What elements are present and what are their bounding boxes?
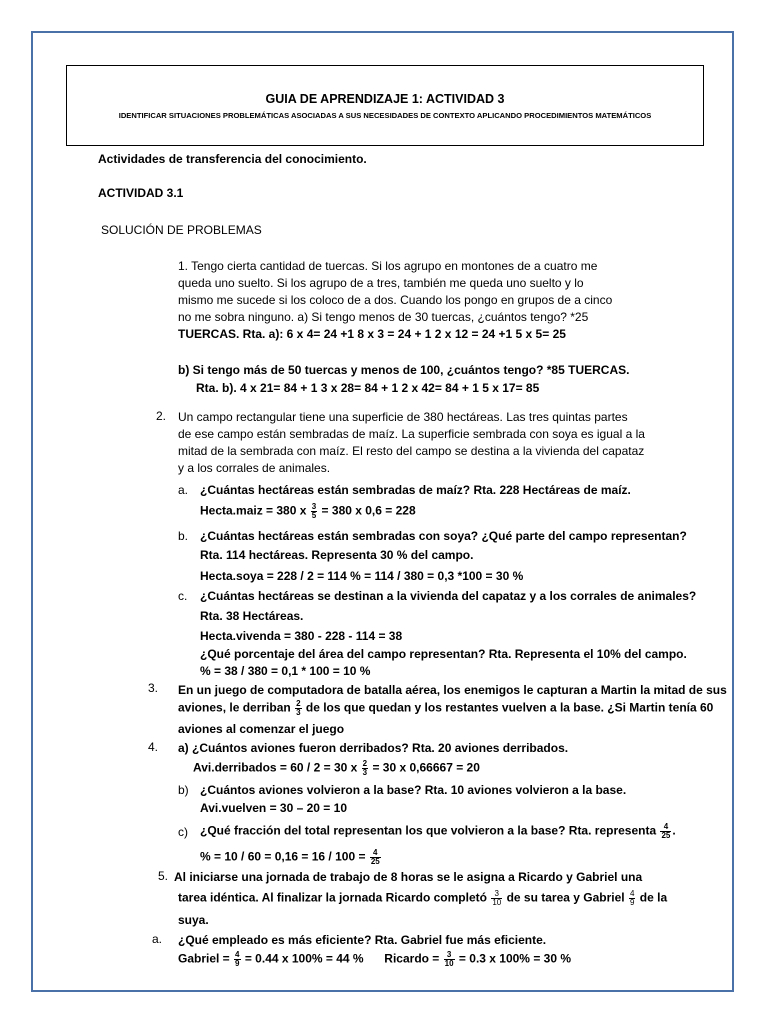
p2-a-marker: a. xyxy=(178,483,189,497)
p5-calc-r-fraction xyxy=(444,951,455,968)
p2-line-1: Un campo rectangular tiene una superficie de 380 hectáreas. Las tres quintas partes xyxy=(178,410,628,424)
p4-a-calc xyxy=(193,760,480,777)
p4-b-question: ¿Cuántos aviones volvieron a la base? Rta. 10 aviones volvieron a la base. xyxy=(200,783,627,797)
p4-c-calc xyxy=(200,849,382,866)
p1-line-1: 1. Tengo cierta cantidad de tuercas. Si los agrupo en montones de a cuatro me xyxy=(178,259,598,273)
p2-c-calc: Hecta.vivenda = 380 - 228 - 114 = 38 xyxy=(200,629,403,643)
p3-fraction xyxy=(295,700,301,717)
p3-frac-den: 3 xyxy=(296,708,301,717)
p5-line-2-start: tarea idéntica. Al finalizar la jornada Ricardo completó xyxy=(178,890,487,905)
p2-a-calc-end: = 380 x 0,6 = 228 xyxy=(321,503,416,518)
p4-c-question-line: ¿Qué fracción del total representan los que volvieron a la base? Rta. representa $\frac{4}{25}$ . xyxy=(200,822,676,840)
p3-line-3: aviones al comenzar el juego xyxy=(178,722,345,736)
p5-number: 5. xyxy=(158,869,169,883)
p3-line-2 xyxy=(178,700,713,717)
p2-line-2: de ese campo están sembradas de maíz. La superficie sembrada con soya es igual a la xyxy=(178,427,645,441)
p1-line-2: queda uno suelto. Si los agrupo de a tres, también me queda uno suelto y lo xyxy=(178,276,584,290)
p2-b-answer: Rta. 114 hectáreas. Representa 30 % del campo. xyxy=(200,548,474,562)
p5-calc-g-fraction xyxy=(234,951,240,968)
p5-r-den: 10 xyxy=(492,898,502,907)
p4-b-marker: b) xyxy=(178,783,189,797)
p3-frac-num: 2 xyxy=(296,699,301,708)
p2-a-fraction xyxy=(311,503,317,520)
p5-calc-r-den: 10 xyxy=(444,959,454,968)
p3-line-2-end: de los que quedan y los restantes vuelven a la base. ¿Si Martin tenía 60 xyxy=(305,700,714,715)
p5-a-marker: a. xyxy=(152,932,163,946)
p5-line-2 xyxy=(178,890,667,907)
p4-a-fraction xyxy=(362,760,368,777)
p2-c-question2: ¿Qué porcentaje del área del campo representan? Rta. Representa el 10% del campo. xyxy=(200,647,687,661)
p5-calc-g-start: Gabriel = xyxy=(178,951,230,966)
p4-a-frac-num: 2 xyxy=(362,759,368,768)
p2-line-4: y a los corrales de animales. xyxy=(178,461,331,475)
p2-b-question: ¿Cuántas hectáreas están sembradas con soya? ¿Qué parte del campo representan? xyxy=(200,529,687,543)
p4-a-calc-start: Avi.derribados = 60 / 2 = 30 x xyxy=(193,760,358,775)
p4-c-marker: c) xyxy=(178,825,188,839)
p5-calc-g-end: = 0.44 x 100% = 44 % xyxy=(244,951,364,966)
p1-line-3: mismo me sucede si los coloco de a dos. Cuando los pongo en grupos de a cinco xyxy=(178,293,613,307)
p2-c-question: ¿Cuántas hectáreas se destinan a la vivienda del capataz y a los corrales de animales? xyxy=(200,589,697,603)
p4-number: 4. xyxy=(148,740,159,754)
p5-gabriel-fraction xyxy=(629,890,635,907)
p2-c-answer: Rta. 38 Hectáreas. xyxy=(200,609,304,623)
p2-line-3: mitad de la sembrada con maíz. El resto del campo se destina a la vivienda del capataz xyxy=(178,444,645,458)
p2-c-marker: c. xyxy=(178,589,188,603)
p4-c-question: ¿Qué fracción del total representan los que volvieron a la base? Rta. representa xyxy=(200,823,657,838)
p4-b-calc: Avi.vuelven = 30 – 20 = 10 xyxy=(200,801,347,815)
p1-line-5: TUERCAS. Rta. a): 6 x 4= 24 +1 8 x 3 = 24 + 1 2 x 12 = 24 +1 5 x 5= 25 xyxy=(178,327,566,341)
p2-b-marker: b. xyxy=(178,529,189,543)
p5-line-3: suya. xyxy=(178,913,209,927)
p1-b-question: b) Si tengo más de 50 tuercas y menos de 100, ¿cuántos tengo? *85 TUERCAS. xyxy=(178,363,630,377)
p1-line-4: no me sobra ninguno. a) Si tengo menos de 30 tuercas, ¿cuántos tengo? *25 xyxy=(178,310,589,324)
p5-calc-r-end: = 0.3 x 100% = 30 % xyxy=(458,951,572,966)
p5-line-2-end: de la xyxy=(639,890,668,905)
p2-a-calc xyxy=(200,503,416,520)
solution-heading: SOLUCIÓN DE PROBLEMAS xyxy=(101,223,262,237)
header-title: GUIA DE APRENDIZAJE 1: ACTIVIDAD 3 xyxy=(265,92,505,106)
p4-c-calc-fraction xyxy=(370,849,381,866)
p5-g-num: 4 xyxy=(629,889,635,898)
p5-ricardo-fraction xyxy=(491,890,502,907)
p5-a-question: ¿Qué empleado es más eficiente? Rta. Gabriel fue más eficiente. xyxy=(178,933,547,947)
p5-calc-g-num: 4 xyxy=(235,950,240,959)
p5-calc-r-num: 3 xyxy=(444,951,455,960)
p5-line-2-mid: de su tarea y Gabriel xyxy=(506,890,625,905)
p3-number: 3. xyxy=(148,681,159,695)
p4-c-frac-den: 25 xyxy=(661,831,671,840)
p5-g-den: 9 xyxy=(629,898,635,907)
header-box xyxy=(66,65,704,146)
transfer-heading: Actividades de transferencia del conocimiento. xyxy=(98,152,367,166)
p4-c-calc-frac-num: 4 xyxy=(370,849,381,858)
p2-a-frac-num: 3 xyxy=(311,502,317,511)
p2-b-calc: Hecta.soya = 228 / 2 = 114 % = 114 / 380 = 0,3 *100 = 30 % xyxy=(200,569,524,583)
header-subtitle: IDENTIFICAR SITUACIONES PROBLEMÁTICAS ASOCIADAS A SUS NECESIDADES DE CONTEXTO APLICANDO PROCEDIMIENTOS MATEMÁTICOS xyxy=(118,111,652,120)
p4-c-frac-num: 4 xyxy=(660,823,671,832)
p4-a-frac-den: 3 xyxy=(362,768,368,777)
p2-a-calc-start: Hecta.maiz = 380 x xyxy=(200,503,307,518)
p2-a-question: ¿Cuántas hectáreas están sembradas de maíz? Rta. 228 Hectáreas de maíz. xyxy=(200,483,631,497)
p4-c-fraction xyxy=(660,823,671,840)
p2-a-frac-den: 5 xyxy=(311,511,317,520)
p5-line-1: Al iniciarse una jornada de trabajo de 8 horas se le asigna a Ricardo y Gabriel una xyxy=(174,870,643,884)
p5-calc-r-start: Ricardo = xyxy=(384,951,440,966)
p5-calc-g-den: 9 xyxy=(235,959,240,968)
p2-c-calc2: % = 38 / 380 = 0,1 * 100 = 10 % xyxy=(200,664,371,678)
p5-calc xyxy=(178,951,571,968)
activity-heading: ACTIVIDAD 3.1 xyxy=(98,186,184,200)
p4-a-question: a) ¿Cuántos aviones fueron derribados? Rta. 20 aviones derribados. xyxy=(178,741,569,755)
p1-b-answer: Rta. b). 4 x 21= 84 + 1 3 x 28= 84 + 1 2 x 42= 84 + 1 5 x 17= 85 xyxy=(196,381,540,395)
p3-line-2-start: aviones, le derriban xyxy=(178,700,291,715)
p4-c-calc-text: % = 10 / 60 = 0,16 = 16 / 100 = xyxy=(200,849,366,864)
p3-line-1: En un juego de computadora de batalla aérea, los enemigos le capturan a Martin la mitad de sus xyxy=(178,683,727,697)
p4-c-calc-frac-den: 25 xyxy=(370,857,380,866)
p4-a-calc-end: = 30 x 0,66667 = 20 xyxy=(372,760,480,775)
p5-r-num: 3 xyxy=(491,890,502,899)
p2-number: 2. xyxy=(156,409,167,423)
